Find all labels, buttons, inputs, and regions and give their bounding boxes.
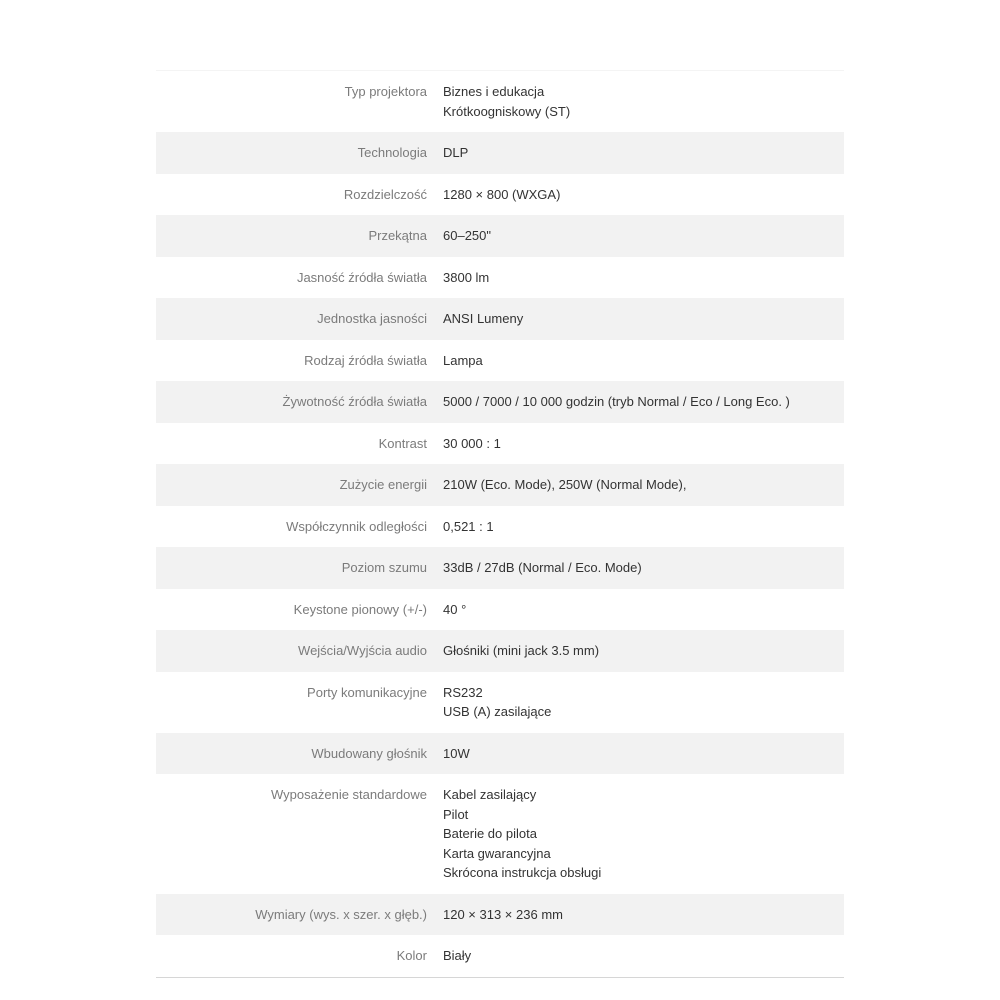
spec-value-line: 5000 / 7000 / 10 000 godzin (tryb Normal / Eco / Long Eco. ): [443, 394, 790, 409]
spec-label: Jednostka jasności: [317, 311, 427, 326]
spec-row: [156, 174, 844, 216]
spec-row: [156, 257, 844, 299]
spec-value: [428, 683, 551, 722]
spec-label: Wejścia/Wyjścia audio: [298, 643, 427, 658]
spec-value-line: 3800 lm: [443, 269, 490, 285]
spec-value: [428, 268, 489, 288]
spec-label: Przekątna: [368, 228, 427, 243]
spec-label: Kontrast: [378, 435, 427, 451]
spec-value-line: Biznes i edukacja: [443, 84, 545, 99]
spec-row: [156, 340, 844, 382]
spec-label: Jasność źródła światła: [296, 269, 427, 285]
spec-value: [428, 785, 601, 883]
spec-value: [428, 475, 686, 495]
spec-row: [156, 894, 844, 936]
spec-value: [428, 309, 523, 329]
spec-row: [156, 298, 844, 340]
spec-label: Rodzaj źródła światła: [304, 352, 427, 368]
spec-value-line: 40 °: [443, 601, 467, 617]
spec-value: [428, 946, 471, 966]
spec-value: [428, 392, 790, 412]
spec-value-line: Biały: [443, 948, 472, 963]
spec-value-line: RS232: [443, 684, 483, 700]
spec-label: Zużycie energii: [339, 477, 427, 492]
spec-value-line: Lampa: [443, 352, 483, 368]
spec-row: [156, 547, 844, 589]
spec-row: [156, 935, 844, 977]
spec-row: [156, 630, 844, 672]
spec-label: Kolor: [396, 948, 427, 963]
spec-label: Keystone pionowy (+/-): [293, 601, 427, 617]
spec-value: [428, 143, 468, 163]
spec-label: Rozdzielczość: [343, 186, 427, 202]
spec-row: [156, 506, 844, 548]
spec-value-line: 33dB / 27dB (Normal / Eco. Mode): [443, 560, 642, 575]
spec-value-line: ANSI Lumeny: [443, 311, 524, 326]
spec-value: [428, 641, 599, 661]
spec-value-line: USB (A) zasilające: [443, 704, 552, 719]
spec-value: [428, 905, 563, 925]
spec-row: [156, 774, 844, 894]
spec-value-line: 120 × 313 × 236 mm: [443, 906, 563, 922]
spec-value: [428, 82, 570, 121]
spec-row: [156, 423, 844, 465]
spec-label: Żywotność źródła światła: [282, 394, 427, 409]
spec-value: [428, 434, 501, 454]
spec-row: [156, 464, 844, 506]
spec-label: Wbudowany głośnik: [311, 745, 427, 761]
spec-row: [156, 215, 844, 257]
spec-value: [428, 226, 491, 246]
spec-row: [156, 672, 844, 733]
spec-value-line: 210W (Eco. Mode), 250W (Normal Mode),: [443, 477, 687, 492]
spec-label: Porty komunikacyjne: [307, 684, 427, 700]
specification-table: [156, 70, 844, 978]
spec-label: Technologia: [357, 145, 427, 160]
spec-label: Wymiary (wys. x szer. x głęb.): [255, 906, 427, 922]
spec-value-line: Pilot: [443, 806, 469, 822]
spec-label: Typ projektora: [344, 84, 427, 99]
spec-value: [428, 558, 642, 578]
spec-value-line: Baterie do pilota: [443, 826, 537, 841]
spec-value-line: Kabel zasilający: [443, 787, 537, 802]
spec-value: [428, 517, 494, 537]
spec-row: [156, 381, 844, 423]
spec-value-line: DLP: [443, 145, 469, 160]
spec-row: [156, 733, 844, 775]
spec-value: [428, 185, 560, 205]
spec-value: [428, 351, 483, 371]
spec-value-line: Skrócona instrukcja obsługi: [443, 865, 602, 880]
spec-value-line: 30 000 : 1: [443, 435, 501, 451]
spec-label: Współczynnik odległości: [286, 518, 427, 534]
spec-value-line: 10W: [443, 745, 470, 761]
spec-label: Wyposażenie standardowe: [271, 787, 427, 802]
spec-value-line: Karta gwarancyjna: [443, 845, 551, 861]
spec-value: [428, 744, 470, 764]
spec-row: [156, 589, 844, 631]
spec-label: Poziom szumu: [341, 560, 427, 575]
spec-row: [156, 132, 844, 174]
spec-value-line: Krótkoogniskowy (ST): [443, 103, 571, 119]
spec-row: [156, 71, 844, 132]
spec-value-line: 60–250": [443, 228, 491, 243]
spec-value: [428, 600, 466, 620]
spec-value-line: Głośniki (mini jack 3.5 mm): [443, 643, 600, 658]
spec-value-line: 1280 × 800 (WXGA): [443, 186, 561, 202]
spec-value-line: 0,521 : 1: [443, 518, 494, 534]
